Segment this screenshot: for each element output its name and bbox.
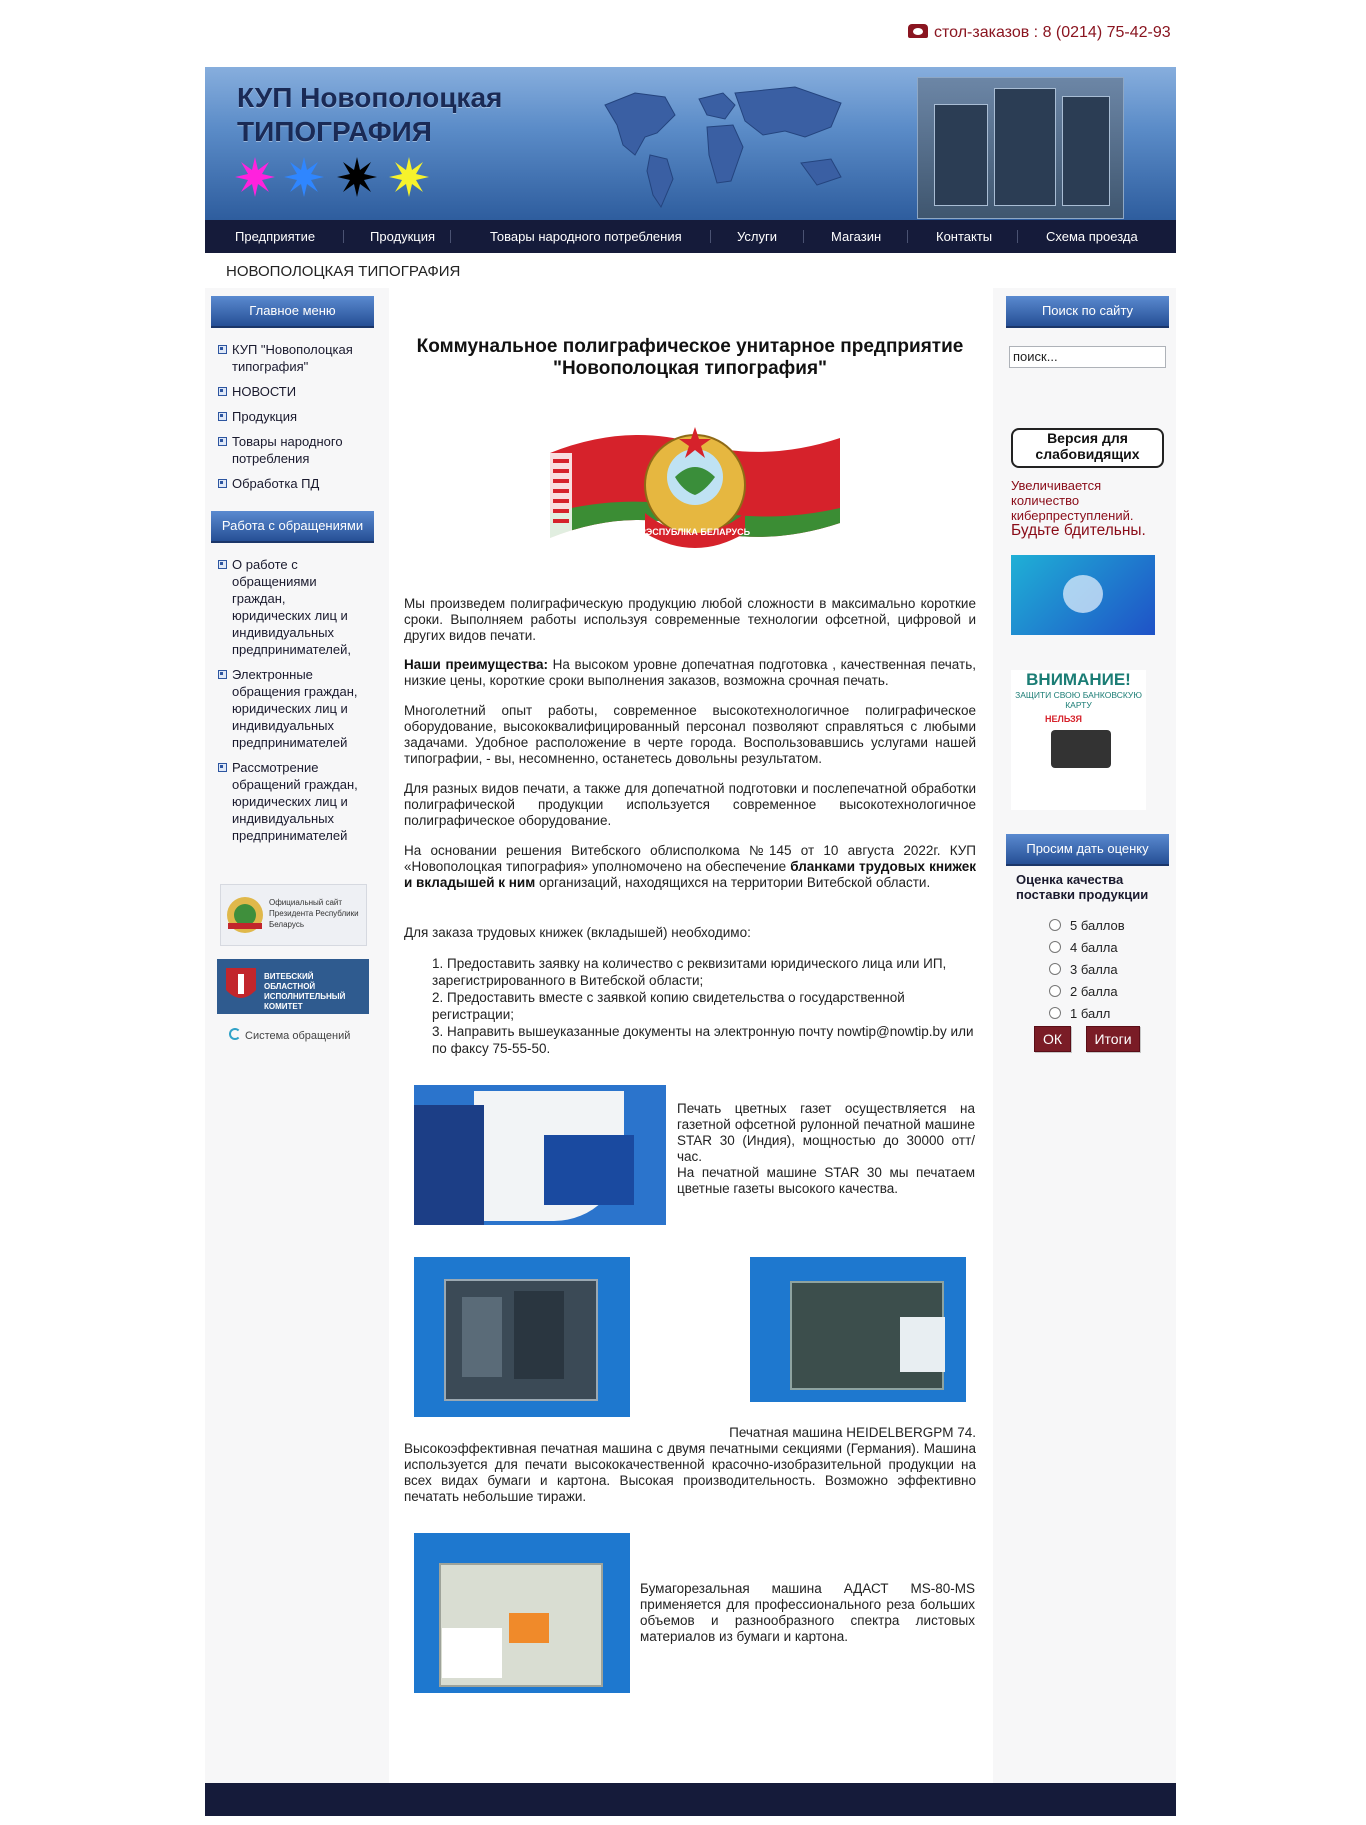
nav-consumer-goods[interactable]: Товары народного потребления [490,229,682,244]
search-title: Поиск по сайту [1006,296,1169,328]
radio-icon[interactable] [1049,941,1061,953]
poll-option-label: 3 балла [1070,962,1118,977]
menu-item-consumer-goods[interactable]: Товары народного потребления [211,433,371,467]
header-banner [205,67,1176,220]
banner-no: НЕЛЬЗЯ [1045,714,1082,724]
poll-option-label: 5 баллов [1070,918,1125,933]
blue-star-icon [284,157,324,197]
black-star-icon [337,157,377,197]
site-title: НОВОПОЛОЦКАЯ ТИПОГРАФИЯ [226,263,461,280]
poll-question: Оценка качества поставки продукции [1016,872,1149,902]
warning-text: Увеличивается количество киберпреступлений. [1011,478,1134,523]
main-menu-title: Главное меню [211,296,374,328]
menu-item-pd-processing[interactable]: Обработка ПД [211,475,371,492]
radio-icon[interactable] [1049,919,1061,931]
poll-option-label: 4 балла [1070,940,1118,955]
bank-card-warning-banner[interactable] [1011,670,1146,810]
warning-big-text: Будьте бдительны. [1011,522,1146,539]
poll-option-2[interactable] [1049,984,1118,999]
poll-results-button[interactable]: Итоги [1086,1026,1140,1052]
main-nav [205,220,1176,253]
president-site-badge[interactable] [220,884,367,946]
order-phone [908,24,1171,42]
site-logo[interactable] [237,81,502,149]
experience-paragraph: Многолетний опыт работы, современное высокотехнологичное полиграфическое оборудование, высококвалифицированный персонал позволяют справляться с любыми задачами. Удобное расположение в черте города. Воспользовавшись услугами нашей типографии, - вы, несомненно, останетесь довольны результатом. [404,703,976,766]
adast-description: Бумагорезальная машина АДАСТ MS-80-MS применяется для профессионального реза больших объемов и разнообразного спектра листовых материалов из бумаги и картона. [640,1581,975,1644]
poll-option-label: 2 балла [1070,984,1118,999]
order-step-3: 3. Направить вышеуказанные документы на электронную почту nowtip@nowtip.by или по факсу 75-55-50. [432,1024,974,1056]
star30-description [677,1101,975,1197]
phone-label: стол-заказов : [934,24,1039,41]
banner-attention: ВНИМАНИЕ! [1026,670,1131,689]
nav-shop[interactable]: Магазин [831,229,882,244]
belarus-emblem-image [545,413,845,563]
nav-contacts[interactable]: Контакты [936,229,993,244]
adast-cutter-photo [414,1533,630,1693]
heidelberg-photo-2 [750,1257,966,1402]
phone-number[interactable]: 8 (0214) 75-42-93 [1042,24,1171,41]
phone-icon [908,24,928,38]
menu-item-about[interactable]: КУП "Новополоцкая типография" [211,341,371,375]
vitebsk-badge-text: ВИТЕБСКИЙ ОБЛАСТНОЙ ИСПОЛНИТЕЛЬНЫЙ КОМИТЕТ [264,972,346,1011]
order-step-2: 2. Предоставить вместе с заявкой копию свидетельства о государственной регистрации; [432,990,905,1022]
order-steps-list [432,955,976,1057]
advantages-label: Наши преимущества: [404,657,548,672]
search-input[interactable] [1009,346,1166,368]
workbook-bold: бланками трудовых книжек и вкладышей к ним [404,859,976,890]
heidelberg-description [404,1425,976,1505]
workbook-text-a: На основании решения Витебского облисполкома №145 от 10 августа 2022г. КУП «Новополоцкая типография» уполномочено на обеспечение [404,843,976,874]
president-badge-text: Официальный сайт Президента Республики Беларусь [269,898,359,929]
workbook-paragraph [404,843,976,891]
cybercrime-warning [1011,478,1171,538]
menu-item-news[interactable]: НОВОСТИ [211,383,371,400]
emblem-icon [224,893,266,937]
poll-option-1[interactable] [1049,1006,1110,1021]
radio-icon[interactable] [1049,985,1061,997]
internet-safety-banner[interactable] [1011,555,1155,635]
star30-text: Печать цветных газет осуществляется на газетной офсетной рулонной печатной машине STAR 30 (Индия), мощностью до 30000 отт/час. [677,1101,975,1164]
star30-text-2: На печатной машине STAR 30 мы печатаем цветные газеты высокого качества. [677,1165,975,1196]
page-heading: Коммунальное полиграфическое унитарное предприятие "Новополоцкая типография" [416,336,964,379]
nav-enterprise[interactable]: Предприятие [235,229,316,244]
magenta-star-icon [235,157,275,197]
logo-line-1: КУП Новополоцкая [237,82,503,113]
nav-products[interactable]: Продукция [370,229,436,244]
poll-title: Просим дать оценку [1006,834,1169,866]
heidelberg-text: Высокоэффективная печатная машина с двумя печатными секциями (Германия). Машина используется для печати высококачественной красочно-изобразительной продукции на всех видах бумаги и картона. Высокая производительность. Возможно эффективно печатать небольшие тиражи. [404,1441,976,1504]
appeals-item-about[interactable]: О работе с обращениями граждан, юридических лиц и индивидуальных предпринимателей, [211,556,361,658]
advantages-paragraph [404,657,976,689]
printing-press-image [917,77,1124,219]
yellow-star-icon [389,157,429,197]
vitebsk-committee-badge[interactable] [217,959,369,1014]
workbook-text-b: организаций, находящихся на территории Витебской области. [535,875,931,890]
appeals-item-review[interactable]: Рассмотрение обращений граждан, юридических лиц и индивидуальных предпринимателей [211,759,361,844]
world-map-image [595,75,855,215]
equipment-paragraph: Для разных видов печати, а также для допечатной подготовки и послепечатной обработки полиграфической продукции используется современное высокотехнологичное полиграфическое оборудование. [404,781,976,828]
advantages-text: На высоком уровне допечатная подготовка , качественная печать, низкие цены, короткие сроки выполнения заказов, возможна срочная печать. [404,657,976,688]
appeals-system-label: Система обращений [245,1030,351,1042]
poll-option-5[interactable] [1049,918,1125,933]
footer-bar [205,1783,1176,1816]
nav-route-map[interactable]: Схема проезда [1046,229,1138,244]
appeals-menu [211,556,361,852]
heidelberg-lead: Печатная машина HEIDELBERGPM 74. [729,1425,976,1440]
banner-sub: ЗАЩИТИ СВОЮ БАНКОВСКУЮ КАРТУ [1015,690,1142,710]
system-logo-icon [229,1028,241,1040]
logo-line-2: ТИПОГРАФИЯ [237,116,432,147]
menu-item-products[interactable]: Продукция [211,408,371,425]
poll-option-4[interactable] [1049,940,1118,955]
radio-icon[interactable] [1049,963,1061,975]
poll-ok-button[interactable]: ОК [1034,1026,1071,1052]
poll-option-label: 1 балл [1070,1006,1111,1021]
appeals-title: Работа с обращениями [211,511,374,543]
nav-services[interactable]: Услуги [737,229,777,244]
radio-icon[interactable] [1049,1007,1061,1019]
star30-press-photo [414,1085,666,1225]
appeals-item-electronic[interactable]: Электронные обращения граждан, юридических лиц и индивидуальных предпринимателей [211,666,361,751]
order-step-1: 1. Предоставить заявку на количество с реквизитами юридического лица или ИП, зарегистрированного в Витебской области; [432,956,947,988]
main-menu [211,341,371,500]
heidelberg-photo-1 [414,1257,630,1417]
intro-paragraph: Мы произведем полиграфическую продукцию любой сложности в максимально короткие сроки. Выполняем работы используя современные технологии офсетной, цифровой и других видов печати. [404,596,976,643]
appeals-system-link[interactable] [229,1028,350,1042]
vitebsk-coat-icon [224,966,258,1006]
low-vision-version-button[interactable]: Версия для слабовидящих [1011,428,1164,468]
order-instructions-paragraph: Для заказа трудовых книжек (вкладышей) необходимо: [404,925,751,940]
poll-option-3[interactable] [1049,962,1118,977]
emblem-ribbon-text: РЭСПУБЛІКА БЕЛАРУСЬ [639,527,751,537]
